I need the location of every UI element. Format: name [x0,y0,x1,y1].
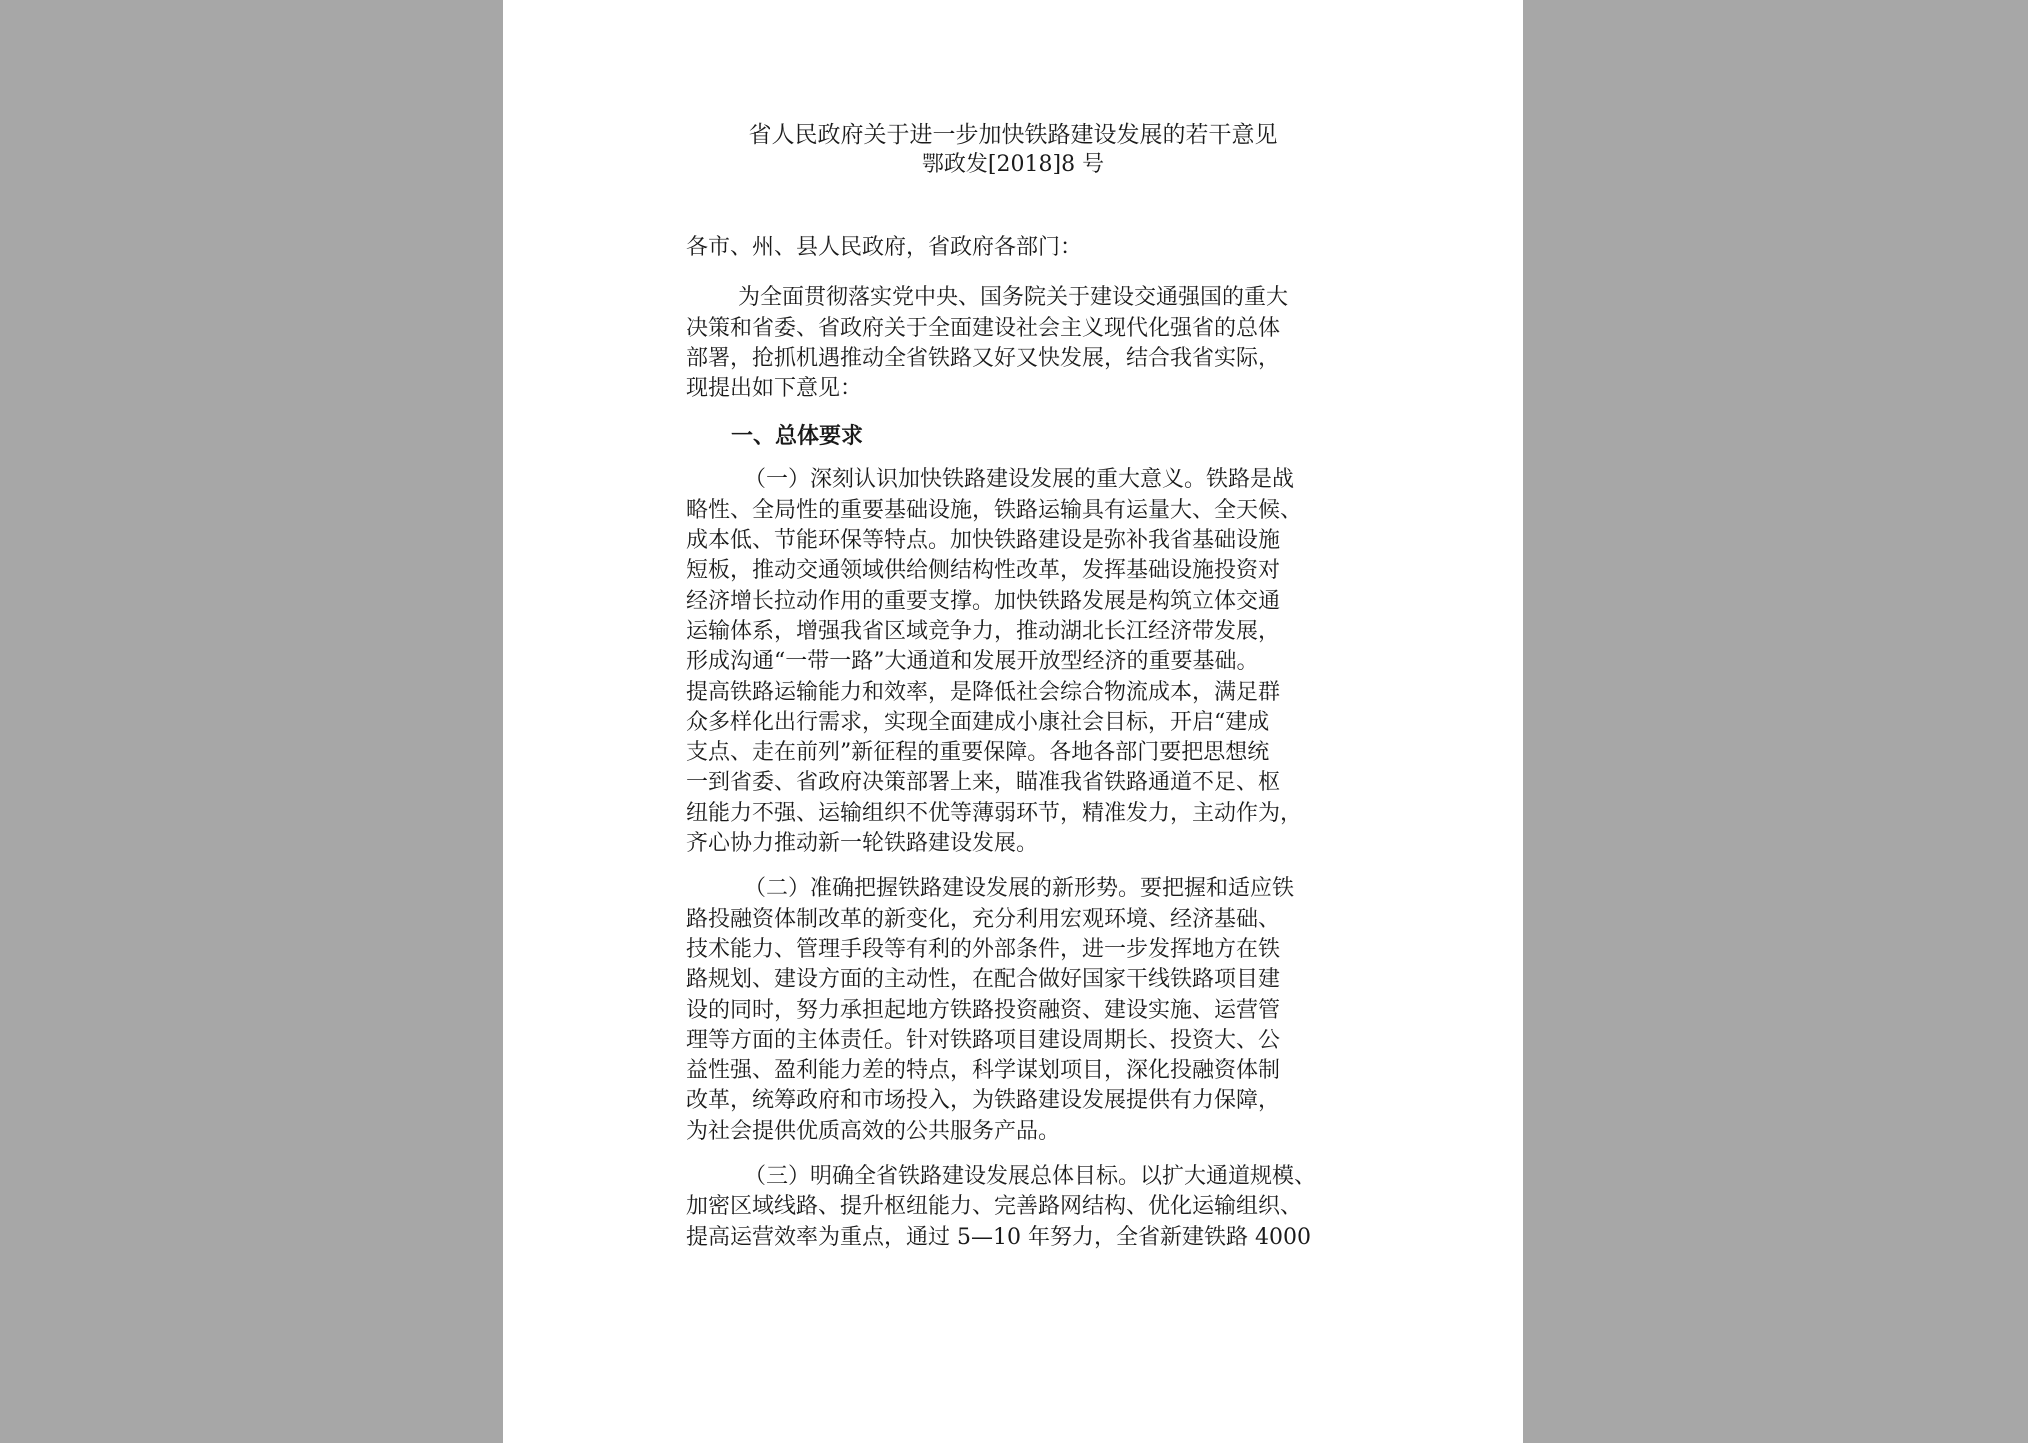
document-number: 鄂政发[2018]8 号 [921,152,1105,177]
paragraph-line: 形成沟通“一带一路”大通道和发展开放型经济的重要基础。 [686,649,1259,675]
paragraph-line: 决策和省委、省政府关于全面建设社会主义现代化强省的总体 [686,315,1281,341]
paragraph-line: （三）明确全省铁路建设发展总体目标。以扩大通道规模、 [744,1164,1317,1190]
spacer [686,404,1366,422]
paragraph-line: （二）准确把握铁路建设发展的新形势。要把握和适应铁 [744,876,1295,902]
paragraph-line: 加密区域线路、提升枢纽能力、完善路网结构、优化运输组织、 [686,1194,1303,1220]
document-page [503,0,1523,1443]
intro-paragraph [686,283,1366,404]
paragraph-line: 理等方面的主体责任。针对铁路项目建设周期长、投资大、公 [686,1027,1281,1053]
spacer [686,1147,1366,1162]
salutation: 各市、州、县人民政府，省政府各部门： [686,235,1083,260]
paragraph-line: 部署，抢抓机遇推动全省铁路又好又快发展，结合我省实际， [686,345,1281,371]
paragraph-3 [686,1162,1366,1253]
paragraph-line: 提高铁路运输能力和效率，是降低社会综合物流成本，满足群 [686,679,1281,705]
title-block [503,120,1523,180]
paragraph-line: 成本低、节能环保等特点。加快铁路建设是弥补我省基础设施 [686,528,1281,554]
paragraph-line: 略性、全局性的重要基础设施，铁路运输具有运量大、全天候、 [686,497,1303,523]
paragraph-line: （一）深刻认识加快铁路建设发展的重大意义。铁路是战 [744,467,1295,493]
paragraph-line: 技术能力、管理手段等有利的外部条件，进一步发挥地方在铁 [686,936,1281,962]
paragraph-1 [686,465,1366,859]
paragraph-line: 支点、走在前列”新征程的重要保障。各地各部门要把思想统 [686,740,1270,766]
paragraph-line: 路规划、建设方面的主动性，在配合做好国家干线铁路项目建 [686,967,1281,993]
paragraph-line: 为全面贯彻落实党中央、国务院关于建设交通强国的重大 [738,285,1289,311]
paragraph-2 [686,874,1366,1147]
paragraph-line: 为社会提供优质高效的公共服务产品。 [686,1118,1061,1144]
paragraph-line: 益性强、盈利能力差的特点，科学谋划项目，深化投融资体制 [686,1058,1281,1084]
paragraph-line: 众多样化出行需求，实现全面建成小康社会目标，开启“建成 [686,709,1270,735]
paragraph-line: 路投融资体制改革的新变化，充分利用宏观环境、经济基础、 [686,906,1281,932]
paragraph-line: 运输体系，增强我省区域竞争力，推动湖北长江经济带发展， [686,618,1281,644]
spacer [686,859,1366,874]
paragraph-line: 改革，统筹政府和市场投入，为铁路建设发展提供有力保障， [686,1088,1281,1114]
paragraph-line: 纽能力不强、运输组织不优等薄弱环节，精准发力，主动作为， [686,800,1303,826]
paragraph-line: 一到省委、省政府决策部署上来，瞄准我省铁路通道不足、枢 [686,770,1281,796]
paragraph-line: 设的同时，努力承担起地方铁路投资融资、建设实施、运营管 [686,997,1281,1023]
paragraph-line: 提高运营效率为重点，通过 5—10 年努力，全省新建铁路 4000 [686,1224,1311,1250]
paragraph-line: 齐心协力推动新一轮铁路建设发展。 [686,831,1039,857]
paragraph-line: 短板，推动交通领域供给侧结构性改革，发挥基础设施投资对 [686,558,1281,584]
paragraph-line: 现提出如下意见： [686,376,863,402]
paragraph-line: 经济增长拉动作用的重要支撑。加快铁路发展是构筑立体交通 [686,588,1281,614]
document-title: 省人民政府关于进一步加快铁路建设发展的若干意见 [748,122,1278,148]
document-body [686,233,1366,1253]
section-heading: 一、总体要求 [731,424,864,450]
